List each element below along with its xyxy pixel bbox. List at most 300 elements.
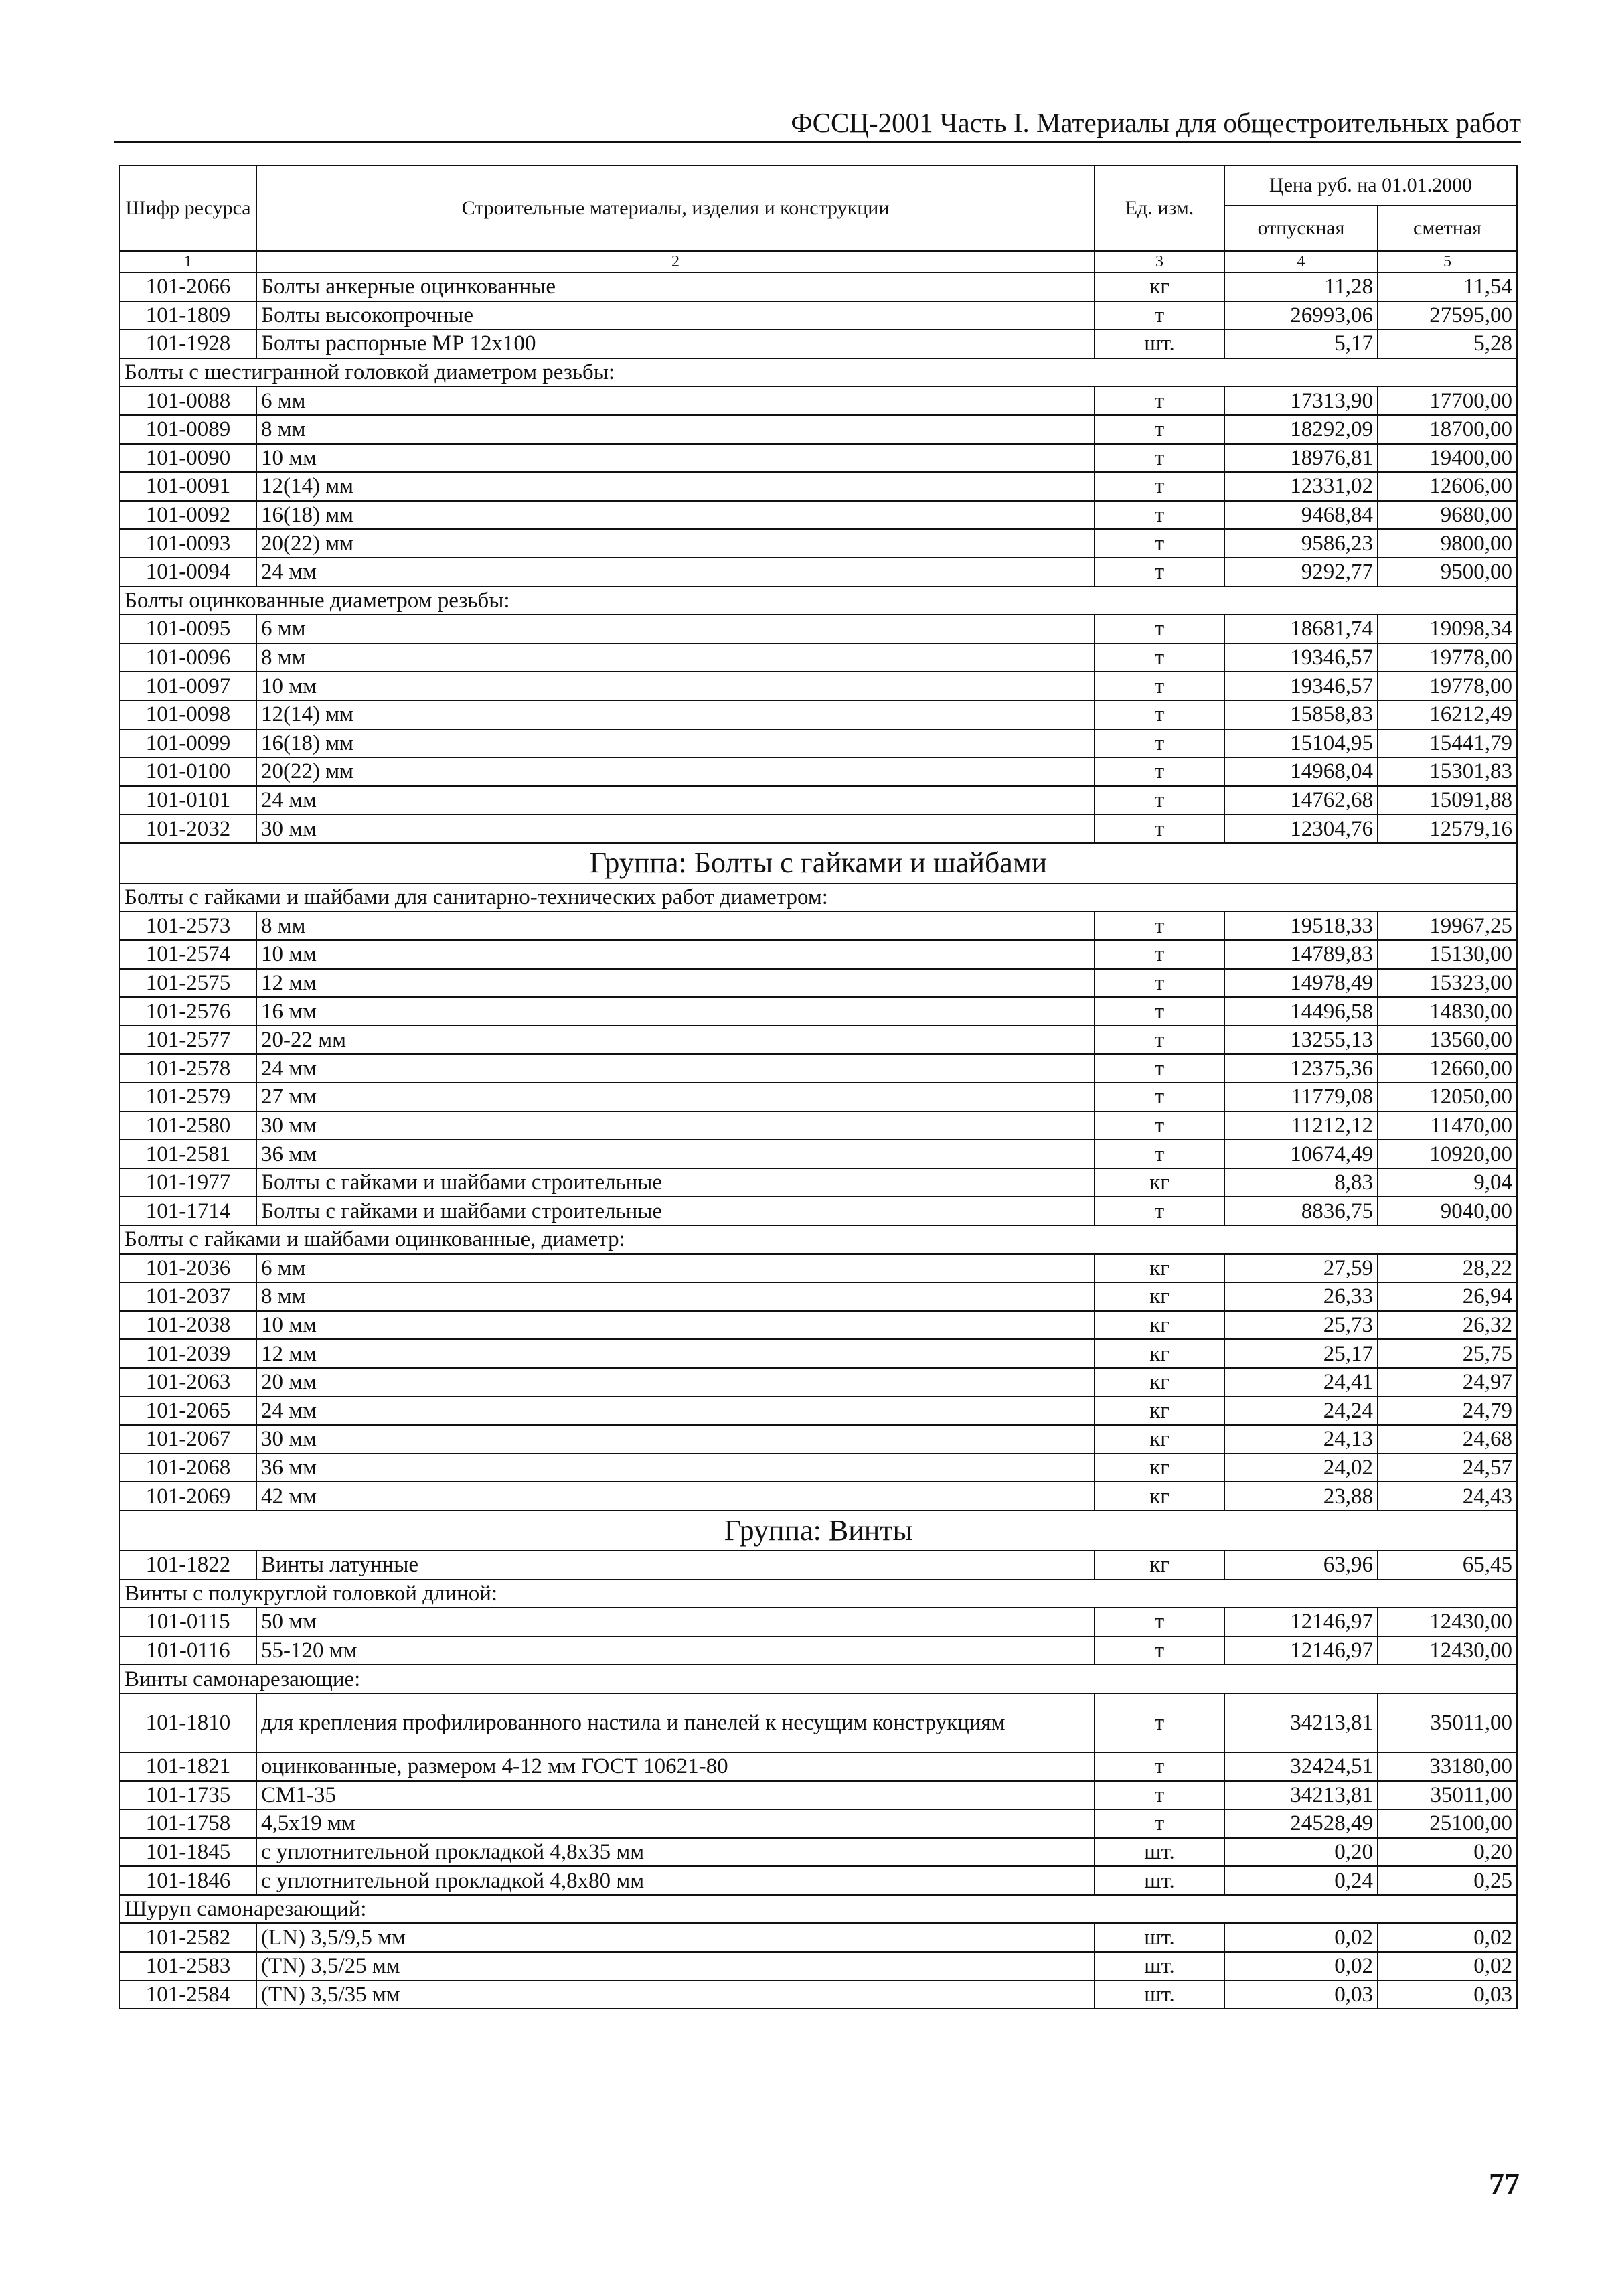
unit: т — [1095, 1112, 1224, 1140]
estimate-price: 24,68 — [1378, 1425, 1517, 1454]
material-name: 8 мм — [256, 415, 1095, 444]
estimate-price: 15301,83 — [1378, 757, 1517, 786]
estimate-price: 12579,16 — [1378, 814, 1517, 843]
wholesale-price: 18681,74 — [1224, 615, 1378, 643]
table-row — [120, 472, 1517, 501]
material-name: 24 мм — [256, 558, 1095, 587]
unit: т — [1095, 700, 1224, 729]
running-header: ФССЦ-2001 Часть I. Материалы для общестроительных работ — [114, 107, 1521, 143]
table-row — [120, 643, 1517, 672]
price-table — [119, 165, 1518, 2009]
estimate-price: 28,22 — [1378, 1254, 1517, 1283]
estimate-price: 11470,00 — [1378, 1112, 1517, 1140]
table-row — [120, 1026, 1517, 1055]
wholesale-price: 0,02 — [1224, 1923, 1378, 1952]
resource-code: 101-1846 — [120, 1866, 256, 1895]
unit: шт. — [1095, 1866, 1224, 1895]
unit: кг — [1095, 1254, 1224, 1283]
estimate-price: 0,02 — [1378, 1923, 1517, 1952]
estimate-price: 12430,00 — [1378, 1608, 1517, 1636]
resource-code: 101-2574 — [120, 940, 256, 969]
wholesale-price: 9586,23 — [1224, 529, 1378, 558]
wholesale-price: 12146,97 — [1224, 1636, 1378, 1665]
wholesale-price: 13255,13 — [1224, 1026, 1378, 1055]
wholesale-price: 0,24 — [1224, 1866, 1378, 1895]
material-name: 10 мм — [256, 940, 1095, 969]
resource-code: 101-2584 — [120, 1981, 256, 2009]
wholesale-price: 11212,12 — [1224, 1112, 1378, 1140]
unit: т — [1095, 1197, 1224, 1225]
header-estimate: сметная — [1378, 206, 1517, 251]
unit: кг — [1095, 1368, 1224, 1397]
section-row — [120, 1895, 1517, 1924]
wholesale-price: 11,28 — [1224, 273, 1378, 301]
table-row — [120, 997, 1517, 1026]
resource-code: 101-2038 — [120, 1311, 256, 1340]
unit: шт. — [1095, 1981, 1224, 2009]
material-name: 10 мм — [256, 672, 1095, 700]
wholesale-price: 9292,77 — [1224, 558, 1378, 587]
section-title: Шуруп самонарезающий: — [120, 1895, 1517, 1924]
resource-code: 101-2032 — [120, 814, 256, 843]
section-title: Винты самонарезающие: — [120, 1665, 1517, 1693]
resource-code: 101-2580 — [120, 1112, 256, 1140]
resource-code: 101-1822 — [120, 1551, 256, 1580]
resource-code: 101-2037 — [120, 1282, 256, 1311]
unit: т — [1095, 969, 1224, 998]
estimate-price: 16212,49 — [1378, 700, 1517, 729]
unit: т — [1095, 1608, 1224, 1636]
wholesale-price: 26,33 — [1224, 1282, 1378, 1311]
table-row — [120, 1339, 1517, 1368]
wholesale-price: 34213,81 — [1224, 1781, 1378, 1810]
section-title: Болты с гайками и шайбами для санитарно-технических работ диаметром: — [120, 883, 1517, 912]
table-row — [120, 1809, 1517, 1838]
table-row — [120, 940, 1517, 969]
wholesale-price: 24,02 — [1224, 1454, 1378, 1482]
unit: кг — [1095, 1454, 1224, 1482]
resource-code: 101-2067 — [120, 1425, 256, 1454]
wholesale-price: 24,24 — [1224, 1397, 1378, 1426]
unit: т — [1095, 1054, 1224, 1083]
resource-code: 101-2068 — [120, 1454, 256, 1482]
material-name: 10 мм — [256, 444, 1095, 473]
material-name: 24 мм — [256, 1054, 1095, 1083]
material-name: Болты высокопрочные — [256, 301, 1095, 330]
material-name: 24 мм — [256, 1397, 1095, 1426]
resource-code: 101-0089 — [120, 415, 256, 444]
group-row — [120, 1511, 1517, 1551]
material-name: 50 мм — [256, 1608, 1095, 1636]
unit: кг — [1095, 1282, 1224, 1311]
wholesale-price: 12331,02 — [1224, 472, 1378, 501]
resource-code: 101-2578 — [120, 1054, 256, 1083]
resource-code: 101-2583 — [120, 1952, 256, 1981]
wholesale-price: 27,59 — [1224, 1254, 1378, 1283]
estimate-price: 15091,88 — [1378, 786, 1517, 815]
unit: т — [1095, 672, 1224, 700]
wholesale-price: 0,02 — [1224, 1952, 1378, 1981]
material-name: 27 мм — [256, 1083, 1095, 1112]
material-name: 20(22) мм — [256, 529, 1095, 558]
wholesale-price: 8,83 — [1224, 1168, 1378, 1197]
table-row — [120, 615, 1517, 643]
resource-code: 101-0088 — [120, 386, 256, 415]
material-name: 12 мм — [256, 1339, 1095, 1368]
unit: кг — [1095, 1551, 1224, 1580]
estimate-price: 9500,00 — [1378, 558, 1517, 587]
table-row — [120, 1693, 1517, 1752]
resource-code: 101-1845 — [120, 1838, 256, 1867]
unit: кг — [1095, 273, 1224, 301]
wholesale-price: 26993,06 — [1224, 301, 1378, 330]
estimate-price: 24,57 — [1378, 1454, 1517, 1482]
table-row — [120, 1112, 1517, 1140]
resource-code: 101-0090 — [120, 444, 256, 473]
resource-code: 101-2039 — [120, 1339, 256, 1368]
material-name: Болты анкерные оцинкованные — [256, 273, 1095, 301]
wholesale-price: 0,03 — [1224, 1981, 1378, 2009]
material-name: 6 мм — [256, 1254, 1095, 1283]
section-row — [120, 1225, 1517, 1254]
resource-code: 101-1809 — [120, 301, 256, 330]
table-row — [120, 1781, 1517, 1810]
table-row — [120, 1054, 1517, 1083]
table-row — [120, 700, 1517, 729]
material-name: 6 мм — [256, 386, 1095, 415]
estimate-price: 26,32 — [1378, 1311, 1517, 1340]
wholesale-price: 19346,57 — [1224, 672, 1378, 700]
wholesale-price: 25,73 — [1224, 1311, 1378, 1340]
table-row — [120, 969, 1517, 998]
table-row — [120, 1397, 1517, 1426]
unit: т — [1095, 558, 1224, 587]
column-number: 5 — [1378, 251, 1517, 273]
column-numbers-row — [120, 251, 1517, 273]
wholesale-price: 19518,33 — [1224, 911, 1378, 940]
wholesale-price: 12146,97 — [1224, 1608, 1378, 1636]
material-name: Болты с гайками и шайбами строительные — [256, 1197, 1095, 1225]
resource-code: 101-0095 — [120, 615, 256, 643]
wholesale-price: 11779,08 — [1224, 1083, 1378, 1112]
estimate-price: 27595,00 — [1378, 301, 1517, 330]
estimate-price: 9040,00 — [1378, 1197, 1517, 1225]
table-row — [120, 415, 1517, 444]
table-row — [120, 1752, 1517, 1781]
table-row — [120, 529, 1517, 558]
material-name: 24 мм — [256, 786, 1095, 815]
material-name: 16(18) мм — [256, 501, 1095, 530]
table-row — [120, 386, 1517, 415]
unit: кг — [1095, 1397, 1224, 1426]
material-name: Винты латунные — [256, 1551, 1095, 1580]
unit: т — [1095, 472, 1224, 501]
table-row — [120, 1636, 1517, 1665]
wholesale-price: 63,96 — [1224, 1551, 1378, 1580]
material-name: (TN) 3,5/35 мм — [256, 1981, 1095, 2009]
wholesale-price: 15858,83 — [1224, 700, 1378, 729]
header-unit: Ед. изм. — [1095, 165, 1224, 251]
material-name: 55-120 мм — [256, 1636, 1095, 1665]
estimate-price: 18700,00 — [1378, 415, 1517, 444]
table-row — [120, 1282, 1517, 1311]
table-row — [120, 273, 1517, 301]
unit: т — [1095, 911, 1224, 940]
unit: т — [1095, 757, 1224, 786]
wholesale-price: 18976,81 — [1224, 444, 1378, 473]
estimate-price: 17700,00 — [1378, 386, 1517, 415]
table-row — [120, 911, 1517, 940]
section-row — [120, 1580, 1517, 1608]
material-name: (LN) 3,5/9,5 мм — [256, 1923, 1095, 1952]
resource-code: 101-2066 — [120, 273, 256, 301]
header-price-group: Цена руб. на 01.01.2000 — [1224, 165, 1517, 206]
wholesale-price: 18292,09 — [1224, 415, 1378, 444]
wholesale-price: 14496,58 — [1224, 997, 1378, 1026]
section-title: Болты с гайками и шайбами оцинкованные, диаметр: — [120, 1225, 1517, 1254]
resource-code: 101-0100 — [120, 757, 256, 786]
wholesale-price: 15104,95 — [1224, 729, 1378, 758]
estimate-price: 5,28 — [1378, 329, 1517, 358]
page-number: 77 — [1489, 2167, 1520, 2201]
material-name: оцинкованные, размером 4-12 мм ГОСТ 10621-80 — [256, 1752, 1095, 1781]
material-name: 30 мм — [256, 1112, 1095, 1140]
section-title: Винты с полукруглой головкой длиной: — [120, 1580, 1517, 1608]
unit: т — [1095, 643, 1224, 672]
table-row — [120, 1923, 1517, 1952]
unit: т — [1095, 415, 1224, 444]
table-row — [120, 786, 1517, 815]
table-row — [120, 1083, 1517, 1112]
unit: шт. — [1095, 1838, 1224, 1867]
estimate-price: 12430,00 — [1378, 1636, 1517, 1665]
material-name: 12(14) мм — [256, 700, 1095, 729]
estimate-price: 19967,25 — [1378, 911, 1517, 940]
material-name: 30 мм — [256, 1425, 1095, 1454]
estimate-price: 9800,00 — [1378, 529, 1517, 558]
unit: т — [1095, 301, 1224, 330]
table-row — [120, 1551, 1517, 1580]
material-name: СМ1-35 — [256, 1781, 1095, 1810]
resource-code: 101-2573 — [120, 911, 256, 940]
resource-code: 101-1758 — [120, 1809, 256, 1838]
material-name: 4,5х19 мм — [256, 1809, 1095, 1838]
wholesale-price: 14762,68 — [1224, 786, 1378, 815]
unit: т — [1095, 444, 1224, 473]
material-name: 36 мм — [256, 1454, 1095, 1482]
estimate-price: 12606,00 — [1378, 472, 1517, 501]
estimate-price: 24,79 — [1378, 1397, 1517, 1426]
section-row — [120, 358, 1517, 387]
material-name: 20(22) мм — [256, 757, 1095, 786]
table-row — [120, 1866, 1517, 1895]
unit: кг — [1095, 1168, 1224, 1197]
table-row — [120, 814, 1517, 843]
unit: кг — [1095, 1311, 1224, 1340]
table-row — [120, 444, 1517, 473]
material-name: 42 мм — [256, 1482, 1095, 1511]
resource-code: 101-2069 — [120, 1482, 256, 1511]
unit: шт. — [1095, 329, 1224, 358]
resource-code: 101-0115 — [120, 1608, 256, 1636]
resource-code: 101-2579 — [120, 1083, 256, 1112]
table-row — [120, 1197, 1517, 1225]
wholesale-price: 8836,75 — [1224, 1197, 1378, 1225]
wholesale-price: 19346,57 — [1224, 643, 1378, 672]
group-title: Группа: Болты с гайками и шайбами — [120, 843, 1517, 883]
estimate-price: 19778,00 — [1378, 643, 1517, 672]
estimate-price: 26,94 — [1378, 1282, 1517, 1311]
group-row — [120, 843, 1517, 883]
table-row — [120, 1368, 1517, 1397]
unit: кг — [1095, 1425, 1224, 1454]
wholesale-price: 32424,51 — [1224, 1752, 1378, 1781]
table-row — [120, 1168, 1517, 1197]
material-name: 6 мм — [256, 615, 1095, 643]
unit: т — [1095, 1636, 1224, 1665]
unit: т — [1095, 814, 1224, 843]
section-row — [120, 587, 1517, 615]
estimate-price: 19098,34 — [1378, 615, 1517, 643]
wholesale-price: 10674,49 — [1224, 1140, 1378, 1168]
table-row — [120, 1838, 1517, 1867]
unit: т — [1095, 1140, 1224, 1168]
unit: т — [1095, 1083, 1224, 1112]
resource-code: 101-1810 — [120, 1693, 256, 1752]
estimate-price: 24,43 — [1378, 1482, 1517, 1511]
material-name: 20-22 мм — [256, 1026, 1095, 1055]
resource-code: 101-0099 — [120, 729, 256, 758]
unit: т — [1095, 386, 1224, 415]
estimate-price: 12050,00 — [1378, 1083, 1517, 1112]
unit: кг — [1095, 1339, 1224, 1368]
wholesale-price: 9468,84 — [1224, 501, 1378, 530]
estimate-price: 0,02 — [1378, 1952, 1517, 1981]
estimate-price: 0,25 — [1378, 1866, 1517, 1895]
unit: т — [1095, 786, 1224, 815]
resource-code: 101-0096 — [120, 643, 256, 672]
unit: шт. — [1095, 1923, 1224, 1952]
resource-code: 101-0097 — [120, 672, 256, 700]
unit: кг — [1095, 1482, 1224, 1511]
table-row — [120, 729, 1517, 758]
resource-code: 101-1735 — [120, 1781, 256, 1810]
resource-code: 101-2036 — [120, 1254, 256, 1283]
resource-code: 101-2581 — [120, 1140, 256, 1168]
material-name: 12(14) мм — [256, 472, 1095, 501]
wholesale-price: 24528,49 — [1224, 1809, 1378, 1838]
column-number: 3 — [1095, 251, 1224, 273]
material-name: 20 мм — [256, 1368, 1095, 1397]
resource-code: 101-1977 — [120, 1168, 256, 1197]
unit: т — [1095, 1693, 1224, 1752]
estimate-price: 35011,00 — [1378, 1781, 1517, 1810]
wholesale-price: 25,17 — [1224, 1339, 1378, 1368]
unit: т — [1095, 1809, 1224, 1838]
wholesale-price: 0,20 — [1224, 1838, 1378, 1867]
material-name: (TN) 3,5/25 мм — [256, 1952, 1095, 1981]
material-name: 8 мм — [256, 911, 1095, 940]
table-row — [120, 301, 1517, 330]
table-row — [120, 1425, 1517, 1454]
estimate-price: 25,75 — [1378, 1339, 1517, 1368]
header-code: Шифр ресурса — [120, 165, 256, 251]
estimate-price: 65,45 — [1378, 1551, 1517, 1580]
material-name: Болты с гайками и шайбами строительные — [256, 1168, 1095, 1197]
resource-code: 101-2582 — [120, 1923, 256, 1952]
estimate-price: 11,54 — [1378, 273, 1517, 301]
estimate-price: 9,04 — [1378, 1168, 1517, 1197]
resource-code: 101-2065 — [120, 1397, 256, 1426]
unit: т — [1095, 940, 1224, 969]
section-title: Болты оцинкованные диаметром резьбы: — [120, 587, 1517, 615]
estimate-price: 19400,00 — [1378, 444, 1517, 473]
estimate-price: 35011,00 — [1378, 1693, 1517, 1752]
table-row — [120, 558, 1517, 587]
resource-code: 101-1821 — [120, 1752, 256, 1781]
estimate-price: 15441,79 — [1378, 729, 1517, 758]
resource-code: 101-1928 — [120, 329, 256, 358]
header-wholesale: отпускная — [1224, 206, 1378, 251]
estimate-price: 12660,00 — [1378, 1054, 1517, 1083]
column-number: 4 — [1224, 251, 1378, 273]
unit: т — [1095, 997, 1224, 1026]
section-title: Болты с шестигранной головкой диаметром резьбы: — [120, 358, 1517, 387]
resource-code: 101-0101 — [120, 786, 256, 815]
unit: т — [1095, 1752, 1224, 1781]
material-name: Болты распорные МР 12х100 — [256, 329, 1095, 358]
resource-code: 101-0091 — [120, 472, 256, 501]
table-row — [120, 1482, 1517, 1511]
unit: т — [1095, 1026, 1224, 1055]
table-row — [120, 329, 1517, 358]
estimate-price: 15323,00 — [1378, 969, 1517, 998]
unit: шт. — [1095, 1952, 1224, 1981]
material-name: 36 мм — [256, 1140, 1095, 1168]
material-name: для крепления профилированного настила и панелей к несущим конструкциям — [256, 1693, 1095, 1752]
header-name: Строительные материалы, изделия и конструкции — [256, 165, 1095, 251]
material-name: 8 мм — [256, 643, 1095, 672]
estimate-price: 15130,00 — [1378, 940, 1517, 969]
group-title: Группа: Винты — [120, 1511, 1517, 1551]
estimate-price: 24,97 — [1378, 1368, 1517, 1397]
table-row — [120, 1454, 1517, 1482]
section-row — [120, 883, 1517, 912]
estimate-price: 0,20 — [1378, 1838, 1517, 1867]
estimate-price: 10920,00 — [1378, 1140, 1517, 1168]
wholesale-price: 12304,76 — [1224, 814, 1378, 843]
unit: т — [1095, 529, 1224, 558]
table-row — [120, 757, 1517, 786]
material-name: 16 мм — [256, 997, 1095, 1026]
estimate-price: 19778,00 — [1378, 672, 1517, 700]
material-name: с уплотнительной прокладкой 4,8х35 мм — [256, 1838, 1095, 1867]
resource-code: 101-0093 — [120, 529, 256, 558]
resource-code: 101-0094 — [120, 558, 256, 587]
unit: т — [1095, 615, 1224, 643]
material-name: 10 мм — [256, 1311, 1095, 1340]
wholesale-price: 14789,83 — [1224, 940, 1378, 969]
table-row — [120, 672, 1517, 700]
wholesale-price: 14978,49 — [1224, 969, 1378, 998]
resource-code: 101-1714 — [120, 1197, 256, 1225]
table-row — [120, 1952, 1517, 1981]
material-name: 8 мм — [256, 1282, 1095, 1311]
material-name: 30 мм — [256, 814, 1095, 843]
wholesale-price: 17313,90 — [1224, 386, 1378, 415]
table-row — [120, 1140, 1517, 1168]
resource-code: 101-2575 — [120, 969, 256, 998]
